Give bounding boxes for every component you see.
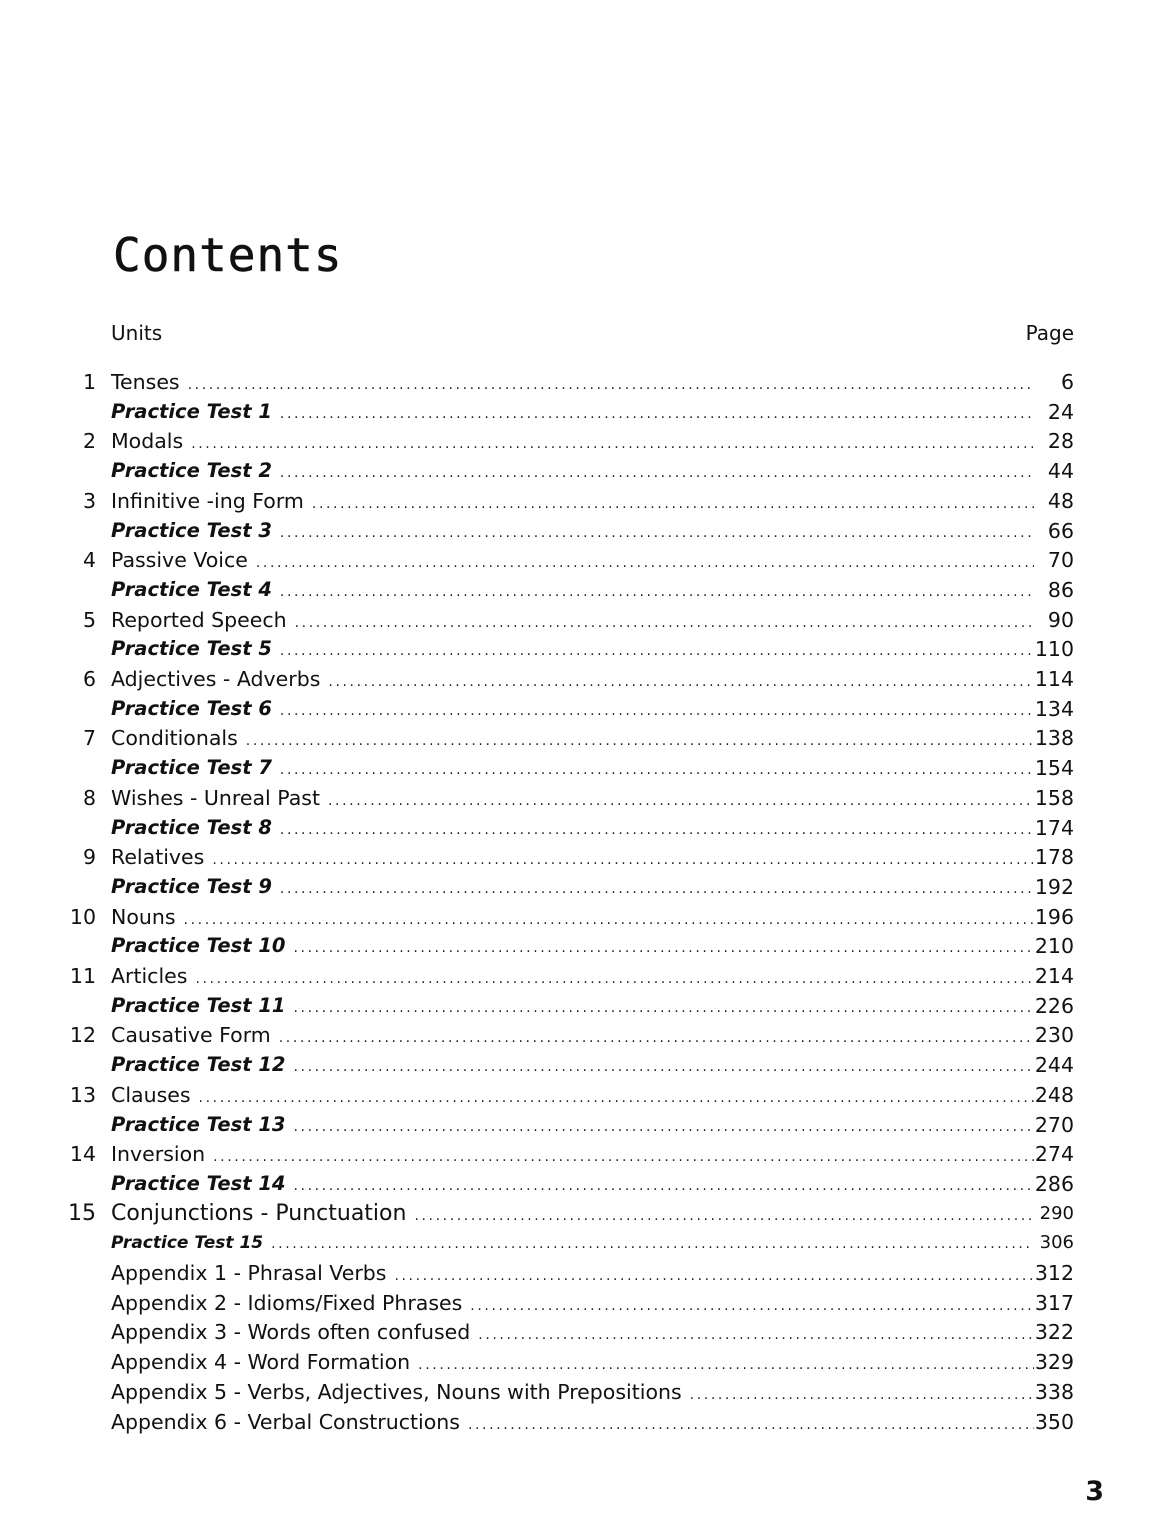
entry-line — [111, 367, 1034, 400]
page-title: Contents — [113, 228, 343, 282]
entry-line — [111, 723, 1034, 756]
entry-line — [111, 1080, 1034, 1113]
entry-page-number: 196 — [1034, 904, 1074, 929]
entry-line — [111, 931, 1034, 963]
page-number: 3 — [1085, 1476, 1104, 1507]
toc-entry — [0, 902, 1162, 932]
toc-entry — [0, 1080, 1162, 1110]
dot-leader — [468, 1410, 1034, 1440]
dot-leader — [293, 993, 1034, 1023]
entry-title: Practice Test 8 — [111, 815, 272, 839]
toc-entry — [0, 605, 1162, 635]
dot-leader — [478, 1320, 1034, 1350]
entry-page-number: 70 — [1047, 548, 1074, 573]
entry-line — [111, 426, 1034, 459]
entry-title: Practice Test 14 — [111, 1171, 286, 1195]
entry-line — [111, 1169, 1034, 1201]
units-column-header: Units — [111, 321, 163, 345]
toc-entry — [0, 664, 1162, 694]
toc-entry — [0, 723, 1162, 753]
toc-entry — [0, 575, 1162, 605]
dot-leader — [279, 1023, 1034, 1053]
entry-line — [111, 1347, 1034, 1380]
entry-line — [111, 1288, 1034, 1321]
entry-page-number: 86 — [1047, 577, 1074, 602]
entry-title: Infinitive -ing Form — [111, 488, 304, 513]
entry-title: Reported Speech — [111, 607, 287, 632]
entry-page-number: 154 — [1034, 756, 1074, 781]
entry-line — [111, 991, 1034, 1023]
toc-entry — [0, 753, 1162, 783]
entry-page-number: 174 — [1034, 815, 1074, 840]
toc-entry — [0, 1258, 1162, 1288]
entry-line — [111, 1228, 1034, 1259]
entry-line — [111, 575, 1034, 607]
unit-number: 4 — [82, 548, 96, 573]
unit-number: 11 — [69, 964, 96, 988]
dot-leader — [418, 1350, 1034, 1380]
toc-entry — [0, 1228, 1162, 1258]
entry-line — [111, 813, 1034, 845]
entry-title: Practice Test 10 — [111, 934, 286, 958]
entry-line — [111, 545, 1034, 578]
entry-title: Appendix 3 - Words often confused — [111, 1320, 471, 1345]
unit-number: 10 — [69, 904, 96, 929]
dot-leader — [280, 518, 1034, 548]
entry-title: Appendix 1 - Phrasal Verbs — [111, 1261, 387, 1285]
entry-title: Passive Voice — [111, 548, 248, 573]
entry-page-number: 28 — [1047, 429, 1074, 454]
toc-entry — [0, 486, 1162, 516]
dot-leader — [328, 667, 1034, 697]
entry-page-number: 6 — [1060, 370, 1074, 394]
entry-page-number: 66 — [1047, 518, 1074, 543]
entry-line — [111, 694, 1034, 726]
entry-line — [111, 605, 1034, 638]
entry-page-number: 230 — [1034, 1023, 1074, 1048]
dot-leader — [293, 1171, 1034, 1201]
toc-entry — [0, 1050, 1162, 1080]
entry-line — [111, 1020, 1034, 1053]
dot-leader — [414, 1201, 1034, 1231]
toc-entry — [0, 516, 1162, 546]
dot-leader — [293, 1112, 1034, 1142]
dot-leader — [280, 874, 1034, 904]
toc-entry — [0, 1169, 1162, 1199]
entry-title: Conjunctions - Punctuation — [111, 1200, 407, 1226]
entry-page-number: 178 — [1034, 845, 1074, 870]
entry-title: Inversion — [111, 1142, 206, 1167]
entry-line — [111, 902, 1034, 935]
entry-line — [111, 634, 1034, 666]
entry-title: Appendix 2 - Idioms/Fixed Phrases — [111, 1290, 463, 1315]
toc-entry — [0, 397, 1162, 427]
entry-page-number: 350 — [1034, 1409, 1074, 1434]
entry-page-number: 114 — [1034, 667, 1074, 691]
entry-title: Practice Test 12 — [111, 1053, 286, 1077]
toc-entry — [0, 961, 1162, 991]
entry-line — [111, 1139, 1034, 1172]
entry-line — [111, 1258, 1034, 1291]
entry-title: Wishes - Unreal Past — [111, 785, 320, 810]
toc-entry — [0, 1020, 1162, 1050]
entry-page-number: 110 — [1034, 637, 1074, 662]
entry-page-number: 214 — [1034, 964, 1074, 988]
toc-entry — [0, 694, 1162, 724]
entry-page-number: 90 — [1047, 607, 1074, 632]
entry-page-number: 210 — [1034, 934, 1074, 959]
entry-page-number: 248 — [1034, 1082, 1074, 1107]
entry-title: Articles — [111, 964, 188, 988]
dot-leader — [293, 1052, 1034, 1082]
entry-title: Conditionals — [111, 726, 238, 751]
entry-line — [111, 842, 1034, 875]
toc-entry — [0, 783, 1162, 813]
toc-entry — [0, 426, 1162, 456]
entry-page-number: 226 — [1034, 993, 1074, 1018]
toc-entry — [0, 367, 1162, 397]
entry-line — [111, 961, 1034, 994]
entry-line — [111, 1377, 1034, 1410]
entry-title: Practice Test 1 — [111, 399, 272, 423]
entry-title: Clauses — [111, 1082, 191, 1107]
entry-line — [111, 783, 1034, 816]
entry-title: Practice Test 15 — [111, 1233, 264, 1254]
dot-leader — [312, 489, 1034, 519]
toc-entry — [0, 813, 1162, 843]
entry-page-number: 338 — [1034, 1379, 1074, 1404]
entry-page-number: 134 — [1034, 696, 1074, 721]
toc-entry — [0, 1110, 1162, 1140]
entry-line — [111, 1199, 1034, 1231]
entry-line — [111, 664, 1034, 697]
entry-page-number: 138 — [1034, 726, 1074, 751]
toc-entry — [0, 991, 1162, 1021]
entry-title: Relatives — [111, 845, 205, 870]
entry-line — [111, 456, 1034, 488]
toc-entry — [0, 842, 1162, 872]
entry-title: Practice Test 7 — [111, 756, 272, 780]
toc-entry — [0, 545, 1162, 575]
dot-leader — [256, 548, 1034, 578]
dot-leader — [188, 370, 1034, 400]
entry-page-number: 274 — [1034, 1142, 1074, 1167]
entry-title: Appendix 6 - Verbal Constructions — [111, 1409, 460, 1434]
entry-line — [111, 397, 1034, 429]
entry-page-number: 44 — [1047, 459, 1074, 484]
entry-page-number: 192 — [1034, 874, 1074, 899]
dot-leader — [246, 726, 1034, 756]
unit-number: 13 — [69, 1082, 96, 1107]
dot-leader — [394, 1261, 1034, 1291]
unit-number: 3 — [82, 488, 96, 513]
unit-number: 7 — [82, 726, 96, 751]
dot-leader — [184, 905, 1034, 935]
entry-line — [111, 1317, 1034, 1350]
entry-page-number: 158 — [1034, 785, 1074, 810]
entry-page-number: 244 — [1034, 1053, 1074, 1078]
dot-leader — [280, 577, 1034, 607]
dot-leader — [293, 933, 1034, 963]
toc-entry — [0, 634, 1162, 664]
entry-title: Practice Test 2 — [111, 459, 272, 483]
entry-title: Tenses — [111, 370, 180, 394]
dot-leader — [280, 696, 1034, 726]
entry-page-number: 290 — [1039, 1202, 1074, 1224]
entry-page-number: 317 — [1034, 1290, 1074, 1315]
entry-title: Practice Test 11 — [111, 993, 286, 1017]
entry-page-number: 329 — [1034, 1350, 1074, 1375]
entry-title: Practice Test 6 — [111, 696, 272, 720]
entry-title: Practice Test 13 — [111, 1112, 286, 1136]
toc-entry — [0, 1377, 1162, 1407]
dot-leader — [280, 458, 1034, 488]
entry-page-number: 306 — [1039, 1232, 1074, 1254]
unit-number: 1 — [82, 370, 96, 394]
toc-entry — [0, 1317, 1162, 1347]
toc-entry — [0, 872, 1162, 902]
entry-title: Appendix 4 - Word Formation — [111, 1350, 411, 1375]
entry-title: Practice Test 3 — [111, 518, 272, 542]
dot-leader — [690, 1380, 1034, 1410]
dot-leader — [213, 1142, 1034, 1172]
dot-leader — [195, 964, 1034, 994]
dot-leader — [470, 1291, 1034, 1321]
unit-number: 2 — [82, 429, 96, 454]
dot-leader — [212, 845, 1034, 875]
dot-leader — [280, 636, 1034, 666]
entry-page-number: 286 — [1034, 1171, 1074, 1196]
page-column-header: Page — [1025, 321, 1074, 345]
toc-entry — [0, 931, 1162, 961]
entry-page-number: 48 — [1047, 488, 1074, 513]
entry-line — [111, 1050, 1034, 1082]
entry-title: Practice Test 5 — [111, 637, 272, 661]
toc-entry — [0, 1407, 1162, 1437]
toc-entry — [0, 1139, 1162, 1169]
unit-number: 12 — [69, 1023, 96, 1048]
toc-entry — [0, 456, 1162, 486]
unit-number: 15 — [68, 1200, 96, 1226]
entry-page-number: 270 — [1034, 1112, 1074, 1137]
entry-line — [111, 1407, 1034, 1440]
entry-line — [111, 516, 1034, 548]
entry-title: Nouns — [111, 904, 176, 929]
unit-number: 9 — [82, 845, 96, 870]
dot-leader — [191, 429, 1034, 459]
dot-leader — [328, 786, 1034, 816]
entry-page-number: 322 — [1034, 1320, 1074, 1345]
toc-entry — [0, 1199, 1162, 1229]
unit-number: 5 — [82, 607, 96, 632]
entry-line — [111, 486, 1034, 519]
unit-number: 8 — [82, 785, 96, 810]
dot-leader — [280, 755, 1034, 785]
entry-title: Adjectives - Adverbs — [111, 667, 321, 691]
toc-entry — [0, 1288, 1162, 1318]
entry-page-number: 24 — [1047, 399, 1074, 424]
entry-line — [111, 872, 1034, 904]
dot-leader — [280, 399, 1034, 429]
unit-number: 6 — [82, 667, 96, 691]
entry-line — [111, 1110, 1034, 1142]
entry-title: Practice Test 4 — [111, 577, 272, 601]
entry-line — [111, 753, 1034, 785]
unit-number: 14 — [69, 1142, 96, 1167]
dot-leader — [280, 815, 1034, 845]
entry-title: Modals — [111, 429, 184, 454]
toc-entry — [0, 1347, 1162, 1377]
entry-title: Practice Test 9 — [111, 874, 272, 898]
entry-title: Appendix 5 - Verbs, Adjectives, Nouns with Prepositions — [111, 1379, 682, 1404]
entry-title: Causative Form — [111, 1023, 271, 1048]
dot-leader — [295, 608, 1034, 638]
entry-page-number: 312 — [1034, 1261, 1074, 1285]
dot-leader — [271, 1229, 1034, 1259]
dot-leader — [199, 1083, 1034, 1113]
